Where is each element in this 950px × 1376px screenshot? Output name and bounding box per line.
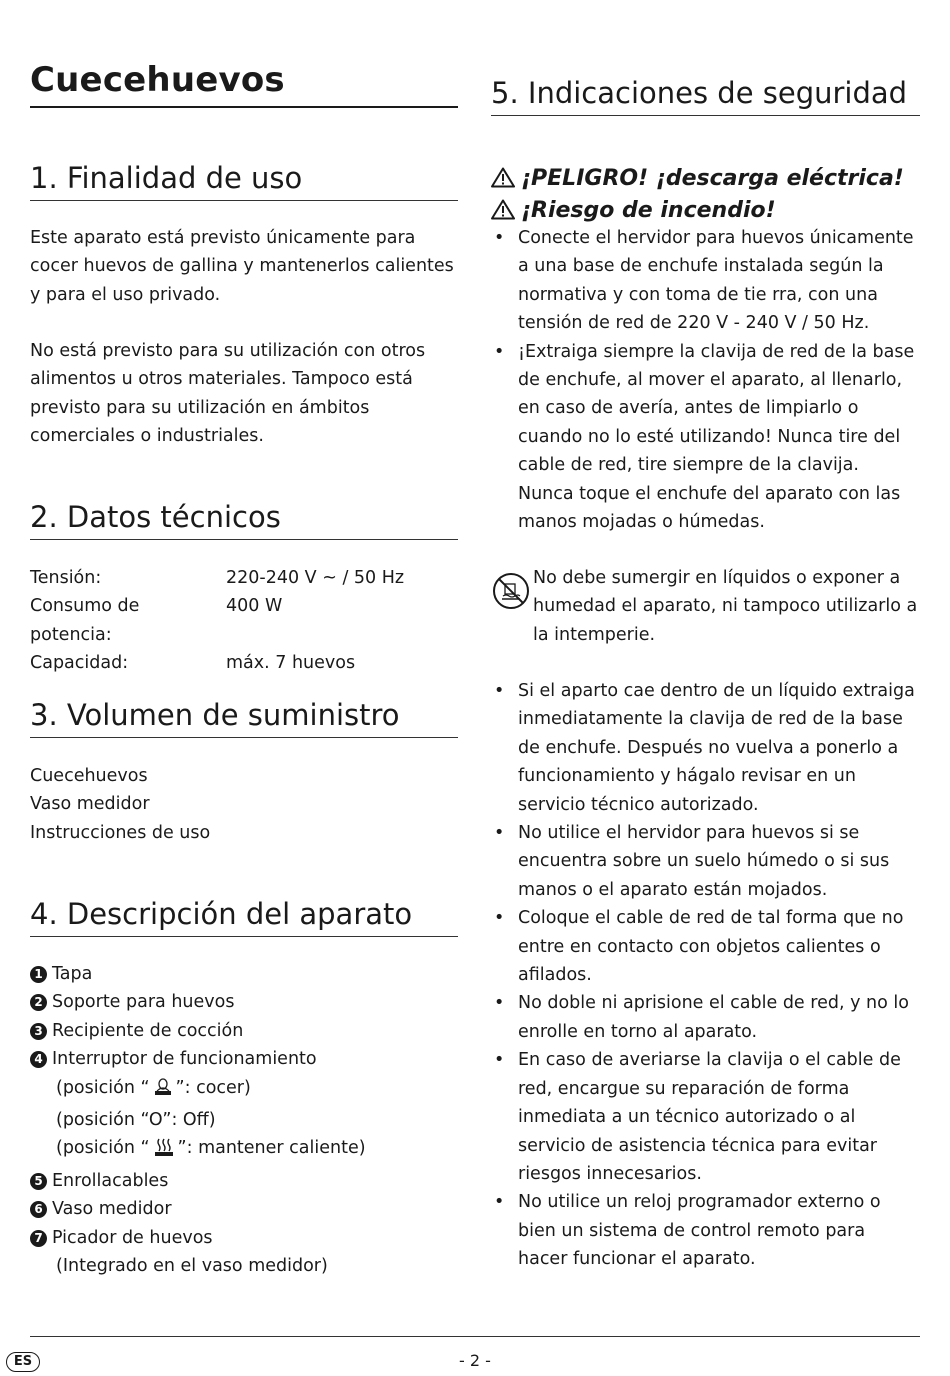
danger-warning — [491, 165, 920, 228]
safety-list-a — [491, 224, 920, 536]
page-number: - 2 - — [459, 1351, 491, 1370]
tech-label: Capacidad: — [30, 653, 129, 674]
tech-row — [30, 592, 458, 649]
switch-position-off: (posición “O”: Off) — [56, 1110, 216, 1131]
number-badge: 5 — [30, 1173, 47, 1190]
list-item — [30, 1167, 458, 1195]
list-item: • No utilice el hervidor para huevos si se encuentra sobre un suelo húmedo o si sus manos o el aparato están mojados. — [491, 819, 920, 904]
footer-divider — [30, 1336, 920, 1337]
list-item: • ¡Extraiga siempre la clavija de red de la base de enchufe, al mover el aparato, al llenarlo, en caso de avería, antes de limpiarlo o cuando no lo esté utilizando! Nunca tire del cable de red, tire siempre de la clavija. Nunca toque el enchufe del aparato con las manos mojadas o húmedas. — [491, 338, 920, 537]
section-heading-seguridad: 5. Indicaciones de seguridad — [491, 73, 920, 116]
list-item: • Conecte el hervidor para huevos únicamente a una base de enchufe instalada según la normativa y con toma de tie rra, con una tensión de red de 220 V - 240 V / 50 Hz. — [491, 224, 920, 338]
tech-label: Tensión: — [30, 568, 102, 588]
section-heading-descripcion: 4. Descripción del aparato — [30, 894, 458, 937]
part-label: Interruptor de funcionamiento — [52, 1049, 317, 1070]
number-badge: 4 — [30, 1051, 47, 1068]
item-note: (Integrado en el vaso medidor) — [56, 1256, 328, 1277]
danger-line-1 — [491, 165, 920, 197]
list-item — [30, 1195, 458, 1223]
keep-warm-icon — [152, 1137, 176, 1166]
no-water-text: No debe sumergir en líquidos o exponer a humedad el aparato, ni tampoco utilizarlo a la intemperie. — [533, 568, 918, 645]
supply-list — [30, 762, 458, 847]
number-badge: 6 — [30, 1201, 47, 1218]
danger-text: ¡PELIGRO! ¡descarga eléctrica! — [521, 166, 904, 191]
tech-data-table — [30, 564, 458, 678]
switch-text: (posición “ — [56, 1077, 150, 1098]
list-item — [30, 988, 458, 1016]
danger-text: ¡Riesgo de incendio! — [521, 197, 776, 223]
tech-value: 400 W — [226, 596, 283, 617]
tech-value: 220-240 V ~ / 50 Hz — [226, 568, 405, 588]
list-item — [30, 960, 458, 988]
section-heading-finalidad: 1. Finalidad de uso — [30, 158, 458, 201]
list-item: Cuecehuevos — [30, 766, 148, 786]
number-badge: 7 — [30, 1230, 47, 1247]
switch-text: ”: mantener caliente) — [177, 1138, 366, 1159]
switch-text: ”: cocer) — [175, 1077, 251, 1098]
number-badge: 2 — [30, 994, 47, 1011]
no-immersion-icon — [492, 572, 530, 610]
finalidad-paragraph-1: Este aparato está previsto únicamente para cocer huevos de gallina y mantenerlos calientes y para el uso privado. — [30, 228, 454, 305]
parts-list — [30, 960, 458, 1280]
list-item: • No utilice un reloj programador externo o bien un sistema de control remoto para hacer funcionar el aparato. — [491, 1188, 920, 1273]
list-item: Vaso medidor — [30, 794, 150, 815]
number-badge: 3 — [30, 1023, 47, 1040]
safety-list-b — [491, 677, 920, 1274]
warning-triangle-icon — [491, 167, 515, 197]
switch-position-warm — [30, 1134, 458, 1166]
tech-value: máx. 7 huevos — [226, 653, 356, 674]
part-label: Enrollacables — [52, 1170, 169, 1191]
list-item: • Coloque el cable de red de tal forma que no entre en contacto con objetos calientes o afilados. — [491, 904, 920, 989]
list-item — [30, 1224, 458, 1252]
section-heading-datos: 2. Datos técnicos — [30, 497, 458, 540]
page-title: Cuecehuevos — [30, 58, 458, 108]
list-item: • Si el aparto cae dentro de un líquido extraiga inmediatamente la clavija de red de la base de enchufe. Después no vuelva a ponerlo a funcionamiento y hágalo revisar en un servicio técnico autorizado. — [491, 677, 920, 819]
switch-text: (posición “ — [56, 1138, 150, 1159]
list-item — [30, 1045, 458, 1073]
language-badge: ES — [6, 1352, 40, 1372]
finalidad-paragraph-2: No está previsto para su utilización con otros alimentos u otros materiales. Tampoco está previsto para su utilización en ámbitos comerciales o industriales. — [30, 341, 426, 447]
part-label: Picador de huevos — [52, 1227, 213, 1248]
tech-row — [30, 649, 458, 677]
list-item: • En caso de averiarse la clavija o el cable de red, encargue su reparación de forma inmediata a un técnico autorizado o al servicio de asistencia técnica para evitar riesgos innecesarios. — [491, 1046, 920, 1188]
part-label: Soporte para huevos — [52, 992, 235, 1013]
part-label: Vaso medidor — [52, 1199, 172, 1220]
section-heading-volumen: 3. Volumen de suministro — [30, 695, 458, 738]
part-label: Tapa — [52, 964, 93, 984]
egg-cook-icon — [152, 1077, 174, 1106]
list-item — [30, 1017, 458, 1045]
tech-row — [30, 564, 458, 592]
list-item: • No doble ni aprisione el cable de red, y no lo enrolle en torno al aparato. — [491, 989, 920, 1046]
part-label: Recipiente de cocción — [52, 1020, 244, 1041]
tech-label: Consumo de potencia: — [30, 596, 140, 645]
switch-position-cook — [30, 1074, 458, 1106]
no-water-warning — [491, 564, 920, 649]
number-badge: 1 — [30, 966, 47, 983]
list-item: Instrucciones de uso — [30, 822, 211, 843]
